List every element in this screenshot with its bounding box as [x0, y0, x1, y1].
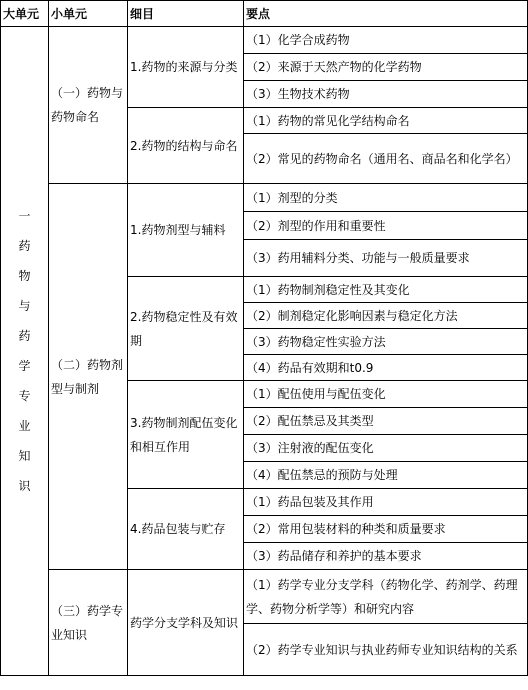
header-item: 细目 — [128, 1, 244, 27]
big-unit-char: 识 — [18, 479, 31, 493]
small-unit-cell: （一）药物与药物命名 — [49, 27, 128, 184]
point-cell: （2）配伍禁忌及其类型 — [244, 408, 528, 435]
big-unit-char: 专 — [18, 389, 31, 403]
point-cell: （2）常用包装材料的种类和质量要求 — [244, 516, 528, 543]
point-cell: （3）药用辅料分类、功能与一般质量要求 — [244, 240, 528, 277]
item-cell: 2.药物稳定性及有效期 — [128, 277, 244, 381]
point-cell: （3）注射液的配伍变化 — [244, 435, 528, 462]
big-unit-char: 与 — [18, 299, 31, 313]
point-cell: （1）药品包装及其作用 — [244, 489, 528, 516]
big-unit-cell — [1, 27, 49, 676]
point-cell: （3）生物技术药物 — [244, 81, 528, 108]
item-cell: 1.药物剂型与辅料 — [128, 184, 244, 277]
header-big-unit: 大单元 — [1, 1, 49, 27]
point-cell: （1）配伍使用与配伍变化 — [244, 381, 528, 408]
point-cell: （2）药学专业知识与执业药师专业知识结构的关系 — [244, 624, 528, 676]
point-cell: （1）化学合成药物 — [244, 27, 528, 54]
table-row — [1, 570, 528, 624]
item-cell: 4.药品包装与贮存 — [128, 489, 244, 570]
big-unit-char: 药 — [18, 239, 31, 253]
small-unit-cell: （二）药物剂型与制剂 — [49, 184, 128, 570]
point-cell: （3）药品储存和养护的基本要求 — [244, 543, 528, 570]
big-unit-char: 学 — [18, 359, 31, 373]
point-cell: （4）药品有效期和t0.9 — [244, 355, 528, 381]
small-unit-cell: （三）药学专业知识 — [49, 570, 128, 676]
item-cell: 1.药物的来源与分类 — [128, 27, 244, 108]
table-row — [1, 27, 528, 54]
header-small-unit: 小单元 — [49, 1, 128, 27]
big-unit-char: 物 — [18, 269, 31, 283]
point-cell: （2）制剂稳定化影响因素与稳定化方法 — [244, 303, 528, 329]
point-cell: （2）剂型的作用和重要性 — [244, 212, 528, 240]
point-cell: （4）配伍禁忌的预防与处理 — [244, 462, 528, 489]
table-row — [1, 184, 528, 212]
big-unit-char: 药 — [18, 329, 31, 343]
big-unit-char: 一 — [18, 209, 31, 223]
point-cell: （1）药物的常见化学结构命名 — [244, 108, 528, 134]
point-cell: （1）剂型的分类 — [244, 184, 528, 212]
item-cell: 2.药物的结构与命名 — [128, 108, 244, 184]
point-cell: （1）药物制剂稳定性及其变化 — [244, 277, 528, 303]
point-cell: （2）来源于天然产物的化学药物 — [244, 54, 528, 81]
point-cell: （1）药学专业分支学科（药物化学、药剂学、药理学、药物分析学等）和研究内容 — [244, 570, 528, 624]
item-cell: 3.药物制剂配伍变化和相互作用 — [128, 381, 244, 489]
header-points: 要点 — [244, 1, 528, 27]
point-cell: （3）药物稳定性实验方法 — [244, 329, 528, 355]
point-cell: （2）常见的药物命名（通用名、商品名和化学名） — [244, 134, 528, 184]
header-row — [1, 1, 528, 27]
item-cell: 药学分支学科及知识 — [128, 570, 244, 676]
big-unit-char: 业 — [18, 419, 31, 433]
big-unit-char: 知 — [18, 449, 31, 463]
